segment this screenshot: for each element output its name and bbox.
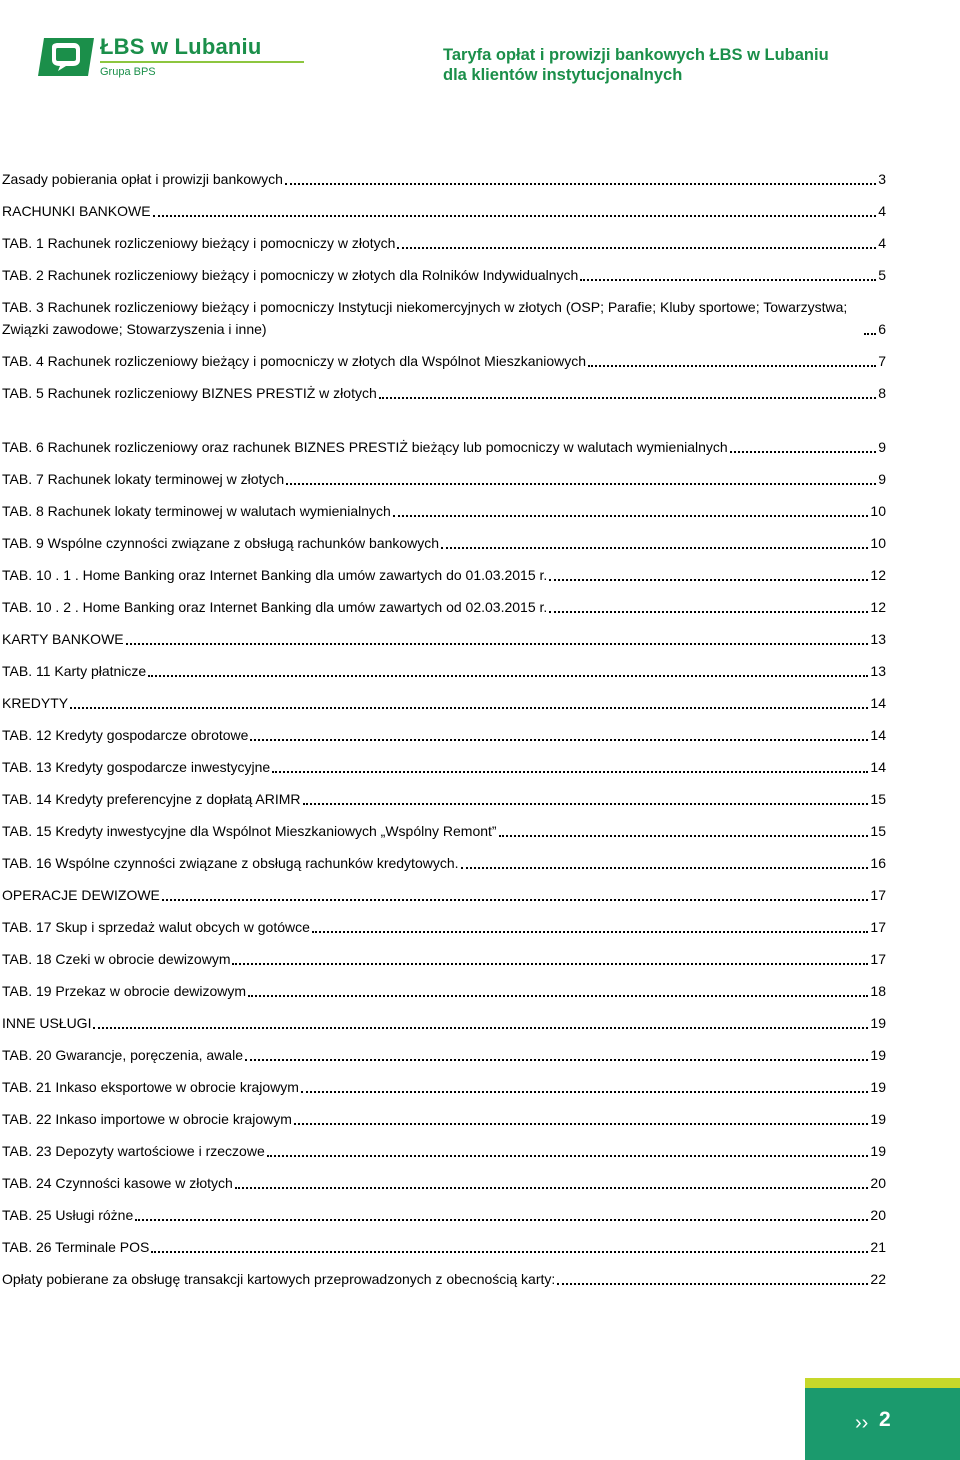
toc-entry-title: TAB. 18 Czeki w obrocie dewizowym (2, 951, 231, 967)
toc-entry-title: TAB. 23 Depozyty wartościowe i rzeczowe (2, 1143, 265, 1159)
toc-entry[interactable] (2, 938, 886, 970)
toc-entry[interactable] (2, 554, 886, 586)
toc-entry-title: TAB. 26 Terminale POS (2, 1239, 150, 1255)
toc-dot-leader (286, 483, 876, 485)
toc-entry-title: TAB. 17 Skup i sprzedaż walut obcych w gotówce (2, 919, 310, 935)
toc-entry[interactable] (2, 1098, 886, 1130)
toc-entry-page: 5 (878, 267, 886, 283)
toc-entry-page: 9 (878, 439, 886, 455)
toc-dot-leader (499, 835, 869, 837)
toc-entry[interactable] (2, 906, 886, 938)
toc-entry[interactable] (2, 874, 886, 906)
toc-entry-title: TAB. 25 Usługi różne (2, 1207, 134, 1223)
toc-entry[interactable] (2, 190, 886, 222)
toc-dot-leader (267, 1155, 869, 1157)
toc-entry[interactable] (2, 778, 886, 810)
toc-entry[interactable] (2, 158, 886, 190)
toc-entry-title: TAB. 13 Kredyty gospodarcze inwestycyjne (2, 759, 271, 775)
toc-entry-page: 20 (870, 1175, 886, 1191)
toc-entry-title: TAB. 12 Kredyty gospodarcze obrotowe (2, 727, 249, 743)
toc-entry[interactable] (2, 372, 886, 404)
toc-dot-leader (393, 515, 869, 517)
toc-entry-title: TAB. 1 Rachunek rozliczeniowy bieżący i pomocniczy w złotych (2, 235, 396, 251)
toc-entry-page: 19 (870, 1111, 886, 1127)
toc-dot-leader (397, 247, 876, 249)
toc-entry-title: RACHUNKI BANKOWE (2, 203, 151, 219)
badge-accent-stripe (805, 1378, 960, 1388)
toc-entry-title: TAB. 3 Rachunek rozliczeniowy bieżący i pomocniczy Instytucji niekomercyjnych w złotych (OSP; Parafie; Kluby sportowe; Towarzystwa; Związki zawodowe; Stowarzyszenia i inne) (2, 299, 848, 337)
toc-dot-leader (70, 707, 868, 709)
toc-entry-page: 19 (870, 1143, 886, 1159)
page-header (0, 0, 960, 110)
toc-entry[interactable] (2, 1162, 886, 1194)
toc-dot-leader (294, 1123, 868, 1125)
toc-entry-page: 15 (870, 823, 886, 839)
toc-entry[interactable] (2, 1258, 886, 1290)
toc-entry-page: 13 (870, 631, 886, 647)
toc-dot-leader (235, 1187, 869, 1189)
toc-dot-leader (549, 579, 868, 581)
toc-entry-page: 19 (870, 1015, 886, 1031)
table-of-contents (2, 158, 886, 1290)
toc-entry-page: 16 (870, 855, 886, 871)
toc-entry-title: TAB. 15 Kredyty inwestycyjne dla Wspólnot Mieszkaniowych „Wspólny Remont” (2, 823, 497, 839)
toc-entry-title: TAB. 11 Karty płatnicze (2, 663, 147, 679)
toc-entry-page: 8 (878, 385, 886, 401)
toc-entry[interactable] (2, 340, 886, 372)
toc-entry[interactable] (2, 810, 886, 842)
bank-group-label: Grupa BPS (100, 66, 156, 78)
toc-entry-title: TAB. 7 Rachunek lokaty terminowej w złotych (2, 471, 285, 487)
toc-entry[interactable] (2, 1034, 886, 1066)
toc-entry[interactable] (2, 404, 886, 458)
toc-entry-title: TAB. 19 Przekaz w obrocie dewizowym (2, 983, 247, 999)
toc-dot-leader (93, 1027, 868, 1029)
toc-entry-title: TAB. 10 . 1 . Home Banking oraz Internet Banking dla umów zawartych do 01.03.2015 r. (2, 567, 548, 583)
toc-dot-leader (135, 1219, 868, 1221)
toc-dot-leader (580, 279, 876, 281)
bank-logo (38, 34, 278, 84)
toc-entry[interactable] (2, 254, 886, 286)
toc-entry[interactable] (2, 586, 886, 618)
toc-entry-title: TAB. 20 Gwarancje, poręczenia, awale (2, 1047, 243, 1063)
document-title-line-1: Taryfa opłat i prowizji bankowych ŁBS w Lubaniu (443, 46, 829, 64)
toc-entry[interactable] (2, 746, 886, 778)
toc-dot-leader (557, 1283, 868, 1285)
toc-dot-leader (379, 397, 876, 399)
toc-entry[interactable] (2, 650, 886, 682)
toc-dot-leader (730, 451, 877, 453)
toc-dot-leader (441, 547, 868, 549)
toc-dot-leader (312, 931, 869, 933)
toc-dot-leader (461, 867, 869, 869)
toc-entry-page: 17 (870, 951, 886, 967)
toc-entry-page: 10 (870, 503, 886, 519)
page-number: 2 (879, 1408, 891, 1431)
toc-entry-title: KARTY BANKOWE (2, 631, 124, 647)
toc-entry[interactable] (2, 286, 886, 340)
toc-dot-leader (232, 963, 868, 965)
toc-entry[interactable] (2, 1130, 886, 1162)
toc-entry-page: 13 (870, 663, 886, 679)
toc-entry-page: 19 (870, 1079, 886, 1095)
toc-dot-leader (272, 771, 868, 773)
toc-dot-leader (301, 1091, 868, 1093)
toc-dot-leader (126, 643, 869, 645)
toc-entry-title: TAB. 5 Rachunek rozliczeniowy BIZNES PRESTIŻ w złotych (2, 385, 377, 401)
toc-entry[interactable] (2, 1066, 886, 1098)
badge-box (805, 1388, 960, 1460)
toc-entry[interactable] (2, 842, 886, 874)
toc-entry-page: 9 (878, 471, 886, 487)
toc-entry-title: TAB. 2 Rachunek rozliczeniowy bieżący i pomocniczy w złotych dla Rolników Indywidualnych (2, 267, 579, 283)
toc-dot-leader (285, 183, 876, 185)
toc-entry-title: TAB. 6 Rachunek rozliczeniowy oraz rachunek BIZNES PRESTIŻ bieżący lub pomocniczy w walutach wymienialnych (2, 439, 728, 455)
toc-entry-page: 3 (878, 171, 886, 187)
toc-dot-leader (864, 333, 876, 335)
toc-entry[interactable] (2, 458, 886, 490)
logo-divider (100, 61, 304, 63)
chevron-right-icon: ›› (855, 1412, 869, 1434)
toc-entry-page: 6 (878, 321, 886, 337)
toc-entry-page: 14 (870, 695, 886, 711)
page-number-badge (805, 1378, 960, 1460)
toc-dot-leader (250, 739, 868, 741)
toc-entry[interactable] (2, 490, 886, 522)
toc-entry-page: 14 (870, 759, 886, 775)
toc-entry-title: TAB. 14 Kredyty preferencyjne z dopłatą ARIMR (2, 791, 301, 807)
toc-dot-leader (153, 215, 877, 217)
toc-dot-leader (151, 1251, 868, 1253)
toc-entry-title: TAB. 24 Czynności kasowe w złotych (2, 1175, 233, 1191)
toc-entry-page: 10 (870, 535, 886, 551)
toc-dot-leader (148, 675, 868, 677)
toc-entry-title: TAB. 10 . 2 . Home Banking oraz Internet Banking dla umów zawartych od 02.03.2015 r. (2, 599, 548, 615)
toc-entry-title: KREDYTY (2, 695, 69, 711)
toc-entry-page: 12 (870, 567, 886, 583)
toc-dot-leader (248, 995, 868, 997)
toc-entry-title: TAB. 22 Inkaso importowe w obrocie krajowym (2, 1111, 292, 1127)
toc-entry-page: 17 (870, 919, 886, 935)
toc-dot-leader (245, 1059, 868, 1061)
toc-entry-page: 20 (870, 1207, 886, 1223)
toc-entry-title: TAB. 8 Rachunek lokaty terminowej w walutach wymienialnych (2, 503, 391, 519)
toc-entry-page: 15 (870, 791, 886, 807)
toc-entry-title: TAB. 4 Rachunek rozliczeniowy bieżący i pomocniczy w złotych dla Wspólnot Mieszkaniowych (2, 353, 587, 369)
toc-entry-page: 19 (870, 1047, 886, 1063)
toc-entry[interactable] (2, 1194, 886, 1226)
document-title-line-2: dla klientów instytucjonalnych (443, 66, 683, 84)
toc-entry-page: 18 (870, 983, 886, 999)
toc-dot-leader (162, 899, 869, 901)
toc-entry-page: 22 (870, 1271, 886, 1287)
toc-entry-title: TAB. 21 Inkaso eksportowe w obrocie krajowym (2, 1079, 299, 1095)
toc-entry[interactable] (2, 1226, 886, 1258)
toc-entry[interactable] (2, 1002, 886, 1034)
toc-dot-leader (549, 611, 868, 613)
toc-entry-page: 7 (878, 353, 886, 369)
toc-entry[interactable] (2, 618, 886, 650)
toc-entry-title: OPERACJE DEWIZOWE (2, 887, 160, 903)
toc-entry-title: Opłaty pobierane za obsługę transakcji kartowych przeprowadzonych z obecnością karty: (2, 1271, 556, 1287)
toc-entry-title: TAB. 16 Wspólne czynności związane z obsługą rachunków kredytowych. (2, 855, 459, 871)
toc-entry-title: Zasady pobierania opłat i prowizji bankowych (2, 171, 283, 187)
toc-entry-page: 12 (870, 599, 886, 615)
toc-entry-title: TAB. 9 Wspólne czynności związane z obsługą rachunków bankowych (2, 535, 440, 551)
toc-entry-title: INNE USŁUGI (2, 1015, 92, 1031)
toc-entry[interactable] (2, 970, 886, 1002)
toc-entry-page: 4 (878, 203, 886, 219)
toc-entry[interactable] (2, 222, 886, 254)
bank-logo-icon (38, 38, 94, 76)
bank-logo-name: ŁBS w Lubaniu (100, 34, 262, 59)
toc-entry-page: 17 (870, 887, 886, 903)
toc-entry-page: 21 (870, 1239, 886, 1255)
document-title (443, 45, 829, 85)
toc-entry-page: 4 (878, 235, 886, 251)
toc-dot-leader (588, 365, 876, 367)
toc-entry[interactable] (2, 682, 886, 714)
toc-dot-leader (303, 803, 869, 805)
toc-entry[interactable] (2, 714, 886, 746)
toc-entry[interactable] (2, 522, 886, 554)
toc-entry-page: 14 (870, 727, 886, 743)
